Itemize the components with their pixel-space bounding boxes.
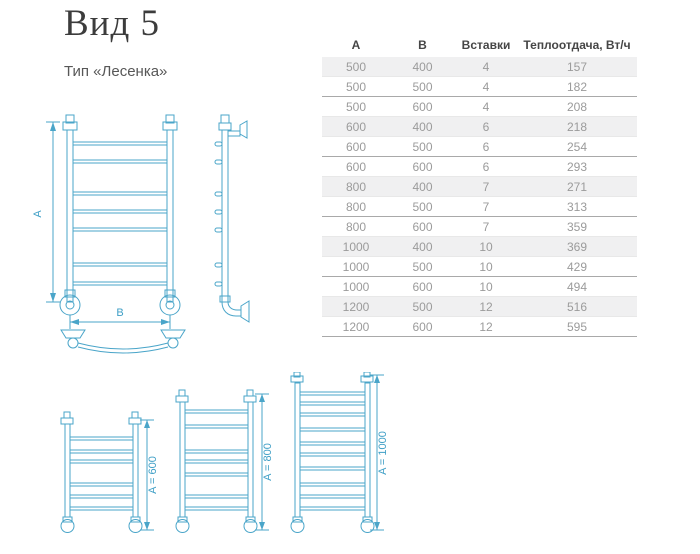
table-cell: 500 bbox=[412, 139, 433, 154]
spec-table-header bbox=[322, 33, 637, 57]
dimension-a bbox=[46, 122, 60, 302]
table-cell: 600 bbox=[412, 319, 433, 334]
table-cell: 800 bbox=[345, 179, 367, 194]
table-cell: 4 bbox=[482, 99, 490, 114]
table-cell: 12 bbox=[479, 299, 493, 314]
variant-drawing-1000 bbox=[291, 372, 384, 533]
table-cell: 1000 bbox=[342, 259, 370, 274]
table-cell: 800 bbox=[345, 199, 367, 214]
column-header-a: A bbox=[351, 38, 361, 52]
table-cell: 313 bbox=[566, 199, 588, 214]
table-cell: 218 bbox=[566, 119, 588, 134]
table-cell: 600 bbox=[345, 159, 367, 174]
variant-drawing-800 bbox=[176, 390, 269, 533]
variant-drawing-600 bbox=[61, 412, 154, 533]
table-row bbox=[322, 317, 637, 337]
dim-a-label: A bbox=[32, 210, 44, 218]
table-cell: 600 bbox=[412, 279, 433, 294]
table-cell: 6 bbox=[482, 119, 490, 134]
table-cell: 369 bbox=[566, 239, 588, 254]
page-subtitle: Тип «Лесенка» bbox=[64, 63, 168, 80]
table-cell: 595 bbox=[566, 319, 588, 334]
spec-table-body bbox=[322, 57, 637, 337]
table-row bbox=[322, 157, 637, 177]
table-cell: 7 bbox=[482, 179, 490, 194]
top-view-drawing bbox=[61, 330, 185, 353]
table-row bbox=[322, 57, 637, 77]
table-cell: 500 bbox=[412, 199, 433, 214]
table-cell: 600 bbox=[345, 139, 367, 154]
table-cell: 7 bbox=[482, 219, 490, 234]
side-view-drawing bbox=[215, 115, 249, 322]
column-header-b: B bbox=[418, 38, 427, 52]
column-header-heat-output: Теплоотдача, Вт/ч bbox=[523, 38, 631, 52]
spec-table bbox=[322, 33, 637, 337]
table-cell: 4 bbox=[482, 59, 490, 74]
table-cell: 500 bbox=[412, 299, 433, 314]
page-title: Вид 5 bbox=[64, 3, 161, 44]
table-cell: 293 bbox=[566, 159, 588, 174]
table-row bbox=[322, 97, 637, 117]
table-cell: 516 bbox=[566, 299, 588, 314]
table-cell: 400 bbox=[412, 119, 433, 134]
variant-800-label: A = 800 bbox=[262, 443, 274, 481]
table-cell: 1200 bbox=[342, 299, 370, 314]
table-cell: 600 bbox=[345, 119, 367, 134]
table-cell: 500 bbox=[345, 59, 367, 74]
table-cell: 157 bbox=[566, 59, 588, 74]
table-cell: 10 bbox=[479, 259, 493, 274]
table-cell: 1000 bbox=[342, 239, 370, 254]
table-row bbox=[322, 117, 637, 137]
variant-600-label: A = 600 bbox=[147, 456, 159, 494]
table-cell: 600 bbox=[412, 159, 433, 174]
table-cell: 208 bbox=[566, 99, 588, 114]
table-cell: 800 bbox=[345, 219, 367, 234]
table-cell: 7 bbox=[482, 199, 490, 214]
table-cell: 359 bbox=[566, 219, 588, 234]
table-cell: 500 bbox=[345, 79, 367, 94]
table-cell: 10 bbox=[479, 279, 493, 294]
table-cell: 6 bbox=[482, 159, 490, 174]
table-cell: 10 bbox=[479, 239, 493, 254]
variant-drawings bbox=[40, 372, 400, 542]
table-cell: 400 bbox=[412, 239, 433, 254]
table-cell: 600 bbox=[412, 99, 433, 114]
table-cell: 500 bbox=[412, 259, 433, 274]
table-row bbox=[322, 297, 637, 317]
table-cell: 600 bbox=[412, 219, 433, 234]
table-row bbox=[322, 257, 637, 277]
table-row bbox=[322, 77, 637, 97]
table-row bbox=[322, 197, 637, 217]
table-cell: 400 bbox=[412, 179, 433, 194]
table-cell: 500 bbox=[345, 99, 367, 114]
table-cell: 400 bbox=[412, 59, 433, 74]
table-cell: 494 bbox=[566, 279, 588, 294]
table-cell: 254 bbox=[566, 139, 588, 154]
table-row bbox=[322, 237, 637, 257]
table-cell: 12 bbox=[479, 319, 493, 334]
table-row bbox=[322, 137, 637, 157]
table-row bbox=[322, 177, 637, 197]
dim-b-label: B bbox=[116, 307, 124, 319]
table-cell: 6 bbox=[482, 139, 490, 154]
table-cell: 271 bbox=[566, 179, 588, 194]
table-cell: 1000 bbox=[342, 279, 370, 294]
variant-1000-label: A = 1000 bbox=[377, 431, 389, 475]
table-cell: 4 bbox=[482, 79, 490, 94]
table-row bbox=[322, 277, 637, 297]
table-row bbox=[322, 217, 637, 237]
column-header-inserts: Вставки bbox=[461, 38, 511, 52]
radiator-main-drawing bbox=[28, 106, 318, 366]
table-cell: 429 bbox=[566, 259, 588, 274]
table-cell: 182 bbox=[566, 79, 588, 94]
table-cell: 500 bbox=[412, 79, 433, 94]
table-cell: 1200 bbox=[342, 319, 370, 334]
front-view-drawing bbox=[60, 115, 180, 315]
